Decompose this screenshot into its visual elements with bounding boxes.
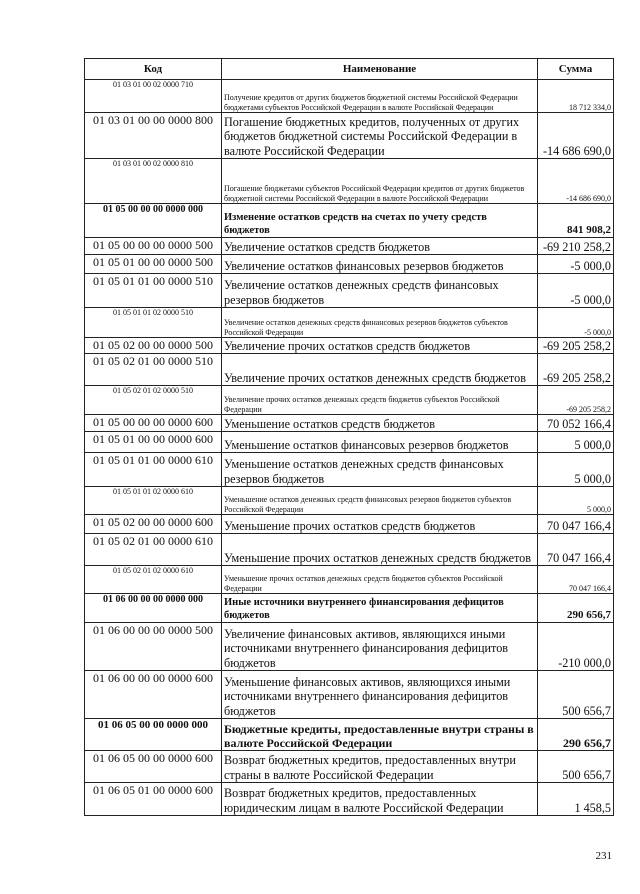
cell-sum: -69 205 258,2: [538, 354, 614, 386]
cell-code: 01 05 00 00 00 0000 500: [85, 238, 222, 255]
cell-sum: -5 000,0: [538, 255, 614, 274]
cell-name: Уменьшение остатков денежных средств финансовых резервов бюджетов: [222, 453, 538, 487]
cell-sum: -14 686 690,0: [538, 159, 614, 204]
cell-sum: 1 458,5: [538, 783, 614, 816]
cell-name: Уменьшение остатков денежных средств финансовых резервов бюджетов субъектов Российской Федерации: [222, 487, 538, 515]
table-header-row: [85, 59, 614, 80]
cell-code: 01 05 00 00 00 0000 600: [85, 415, 222, 432]
header-name: Наименование: [222, 59, 538, 80]
cell-code: 01 06 05 00 00 0000 000: [85, 719, 222, 751]
cell-code: 01 06 00 00 00 0000 000: [85, 594, 222, 623]
header-sum: Сумма: [538, 59, 614, 80]
cell-code: 01 05 02 01 02 0000 610: [85, 566, 222, 594]
table-row: [85, 274, 614, 308]
table-row: [85, 751, 614, 783]
cell-sum: 70 047 166,4: [538, 515, 614, 534]
cell-name: Изменение остатков средств на счетах по учету средств бюджетов: [222, 204, 538, 238]
cell-sum: 500 656,7: [538, 671, 614, 719]
table-row: [85, 204, 614, 238]
cell-sum: -14 686 690,0: [538, 113, 614, 159]
table-row: [85, 354, 614, 386]
cell-sum: 290 656,7: [538, 594, 614, 623]
cell-name: Бюджетные кредиты, предоставленные внутри страны в валюте Российской Федерации: [222, 719, 538, 751]
cell-code: 01 06 05 01 00 0000 600: [85, 783, 222, 816]
table-row: [85, 534, 614, 566]
cell-code: 01 05 01 01 00 0000 610: [85, 453, 222, 487]
cell-sum: 290 656,7: [538, 719, 614, 751]
cell-name: Увеличение остатков денежных средств финансовых резервов бюджетов субъектов Российской Федерации: [222, 308, 538, 338]
cell-name: Увеличение прочих остатков средств бюджетов: [222, 338, 538, 354]
cell-name: Погашение бюджетных кредитов, полученных от других бюджетов бюджетной системы Российской Федерации в валюте Российской Федерации: [222, 113, 538, 159]
cell-sum: 70 047 166,4: [538, 534, 614, 566]
cell-name: Погашение бюджетами субъектов Российской Федерации кредитов от других бюджетов бюджетной системы Российской Федерации в валюте Российской Федерации: [222, 159, 538, 204]
table-row: [85, 113, 614, 159]
table-row: [85, 671, 614, 719]
cell-sum: -69 205 258,2: [538, 338, 614, 354]
cell-code: 01 05 01 00 00 0000 600: [85, 432, 222, 453]
table-row: [85, 623, 614, 671]
table-row: [85, 238, 614, 255]
cell-code: 01 06 00 00 00 0000 600: [85, 671, 222, 719]
page-number: 231: [595, 850, 612, 862]
cell-code: 01 05 01 00 00 0000 500: [85, 255, 222, 274]
cell-sum: 500 656,7: [538, 751, 614, 783]
cell-code: 01 05 00 00 00 0000 000: [85, 204, 222, 238]
table-row: [85, 159, 614, 204]
cell-code: 01 05 01 01 02 0000 610: [85, 487, 222, 515]
table-row: [85, 453, 614, 487]
cell-name: Увеличение прочих остатков денежных средств бюджетов: [222, 354, 538, 386]
table-row: [85, 432, 614, 453]
cell-code: 01 06 00 00 00 0000 500: [85, 623, 222, 671]
cell-name: Возврат бюджетных кредитов, предоставленных внутри страны в валюте Российской Федерации: [222, 751, 538, 783]
cell-code: 01 03 01 00 02 0000 810: [85, 159, 222, 204]
cell-name: Уменьшение прочих остатков денежных средств бюджетов субъектов Российской Федерации: [222, 566, 538, 594]
cell-code: 01 05 01 01 02 0000 510: [85, 308, 222, 338]
cell-name: Уменьшение остатков финансовых резервов бюджетов: [222, 432, 538, 453]
cell-code: 01 05 02 01 02 0000 510: [85, 386, 222, 415]
cell-name: Уменьшение остатков средств бюджетов: [222, 415, 538, 432]
cell-name: Возврат бюджетных кредитов, предоставленных юридическим лицам в валюте Российской Федерации: [222, 783, 538, 816]
cell-name: Увеличение остатков денежных средств финансовых резервов бюджетов: [222, 274, 538, 308]
cell-sum: -210 000,0: [538, 623, 614, 671]
table-row: [85, 515, 614, 534]
table-row: [85, 594, 614, 623]
table-row: [85, 487, 614, 515]
cell-sum: -5 000,0: [538, 274, 614, 308]
table-row: [85, 338, 614, 354]
cell-sum: -69 210 258,2: [538, 238, 614, 255]
cell-name: Увеличение остатков финансовых резервов бюджетов: [222, 255, 538, 274]
cell-name: Уменьшение прочих остатков средств бюджетов: [222, 515, 538, 534]
cell-name: Увеличение финансовых активов, являющихся иными источниками внутреннего финансирования дефицитов бюджетов: [222, 623, 538, 671]
cell-name: Уменьшение прочих остатков денежных средств бюджетов: [222, 534, 538, 566]
header-code: Код: [85, 59, 222, 80]
table-row: [85, 783, 614, 816]
cell-code: 01 05 01 01 00 0000 510: [85, 274, 222, 308]
cell-code: 01 05 02 00 00 0000 500: [85, 338, 222, 354]
cell-name: Уменьшение финансовых активов, являющихся иными источниками внутреннего финансирования дефицитов бюджетов: [222, 671, 538, 719]
cell-sum: 5 000,0: [538, 432, 614, 453]
cell-sum: 18 712 334,0: [538, 80, 614, 113]
cell-sum: 5 000,0: [538, 453, 614, 487]
table-row: [85, 566, 614, 594]
cell-code: 01 05 02 01 00 0000 610: [85, 534, 222, 566]
table-row: [85, 386, 614, 415]
cell-code: 01 05 02 00 00 0000 600: [85, 515, 222, 534]
cell-code: 01 06 05 00 00 0000 600: [85, 751, 222, 783]
table-row: [85, 308, 614, 338]
cell-name: Увеличение прочих остатков денежных средств бюджетов субъектов Российской Федерации: [222, 386, 538, 415]
cell-sum: 5 000,0: [538, 487, 614, 515]
table-row: [85, 255, 614, 274]
table-row: [85, 719, 614, 751]
table-row: [85, 80, 614, 113]
table-row: [85, 415, 614, 432]
cell-name: Иные источники внутреннего финансирования дефицитов бюджетов: [222, 594, 538, 623]
cell-code: 01 05 02 01 00 0000 510: [85, 354, 222, 386]
cell-code: 01 03 01 00 00 0000 800: [85, 113, 222, 159]
cell-sum: 841 908,2: [538, 204, 614, 238]
cell-sum: 70 052 166,4: [538, 415, 614, 432]
cell-sum: 70 047 166,4: [538, 566, 614, 594]
cell-name: Увеличение остатков средств бюджетов: [222, 238, 538, 255]
cell-sum: -69 205 258,2: [538, 386, 614, 415]
cell-name: Получение кредитов от других бюджетов бюджетной системы Российской Федерации бюджетами субъектов Российской Федерации в валюте Российской Федерации: [222, 80, 538, 113]
budget-sources-table: [84, 58, 614, 816]
cell-code: 01 03 01 00 02 0000 710: [85, 80, 222, 113]
cell-sum: -5 000,0: [538, 308, 614, 338]
